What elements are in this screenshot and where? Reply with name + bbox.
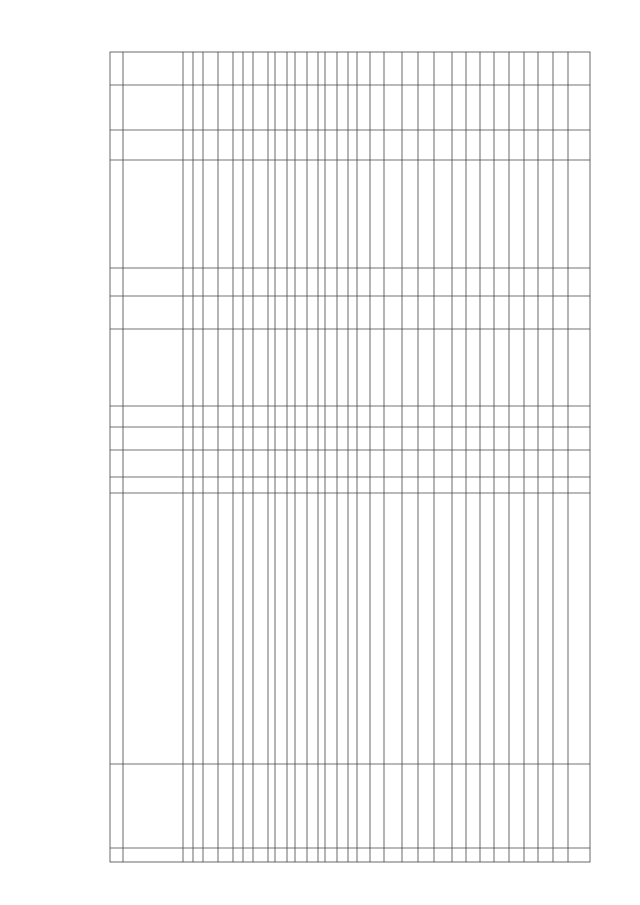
column-grid [123,52,568,862]
table-frame [110,52,590,862]
row-grid [110,85,590,848]
